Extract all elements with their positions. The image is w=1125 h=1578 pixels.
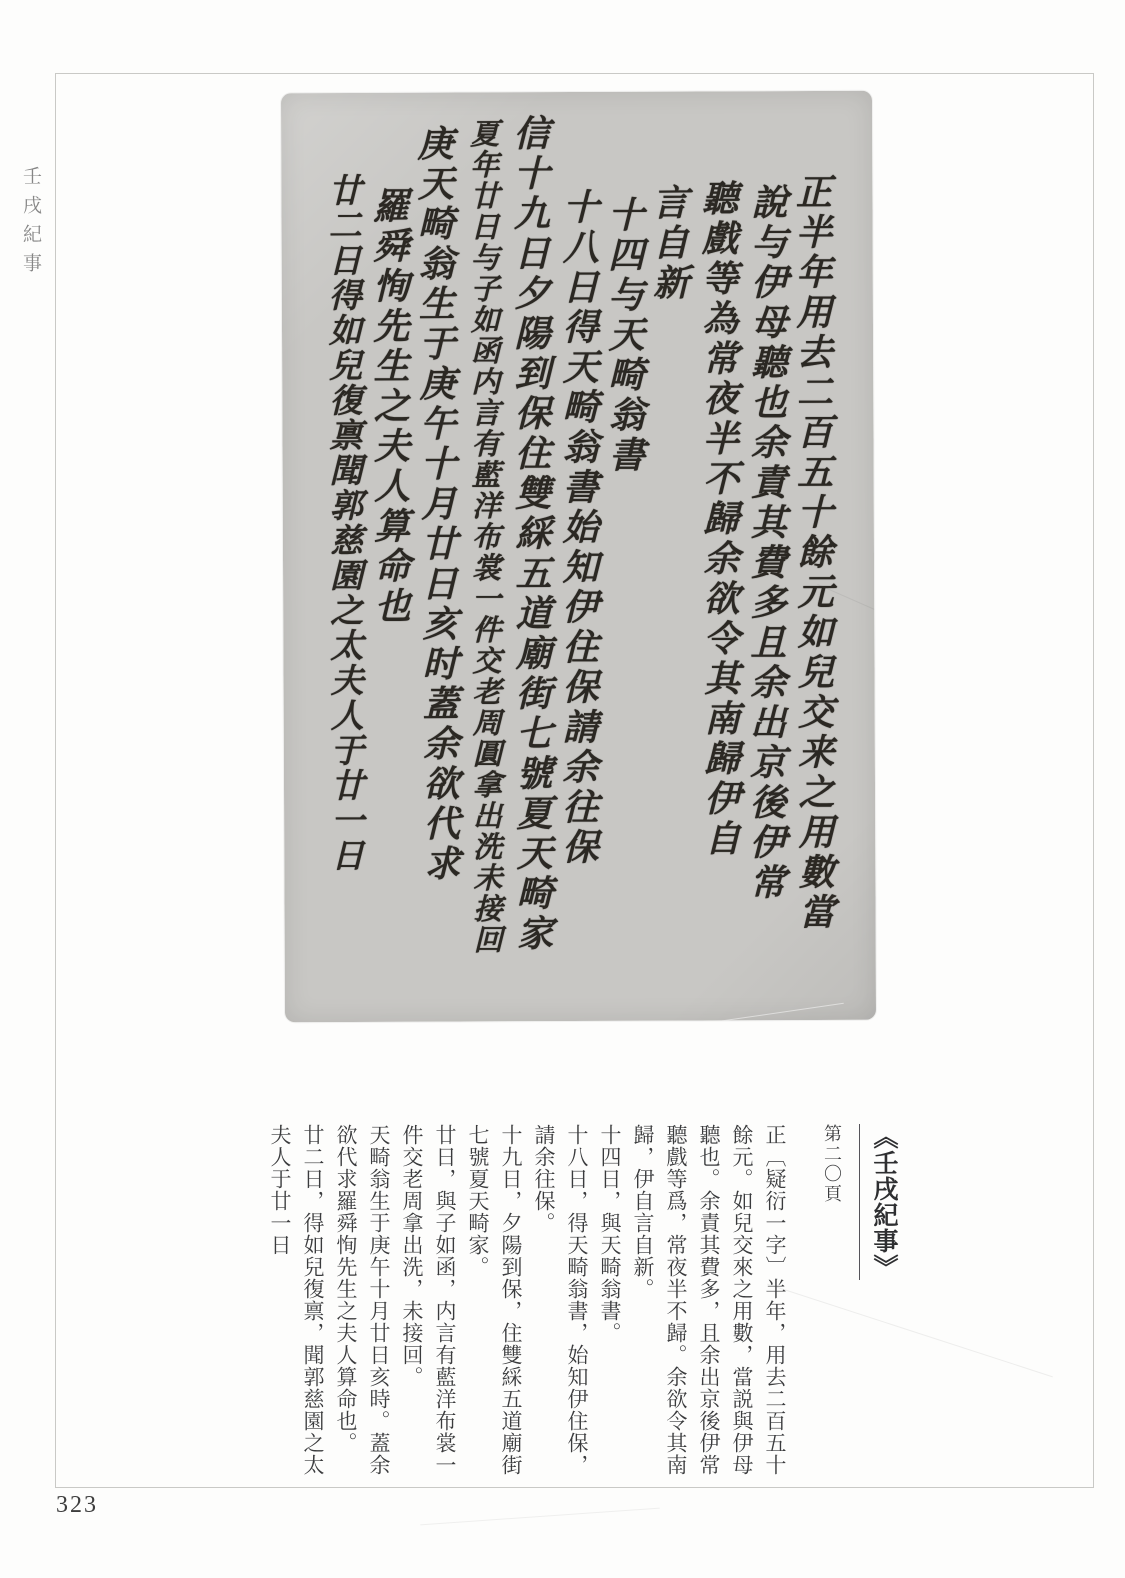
manuscript-column: 夏年廿日与子如函内言有藍洋布裳一件交老周圓拿出洗未接回 (466, 118, 502, 956)
transcription-line: 十四日，與天畸翁書。 (598, 1124, 622, 1344)
transcription-line: 廿二日，得如兒復禀，聞郭慈園之太 (301, 1124, 325, 1476)
manuscript-column: 庚天畸翁生于庚午十月廿日亥时蓋余欲代求 (412, 124, 461, 885)
transcription-line: 天畸翁生于庚午十月廿日亥時。蓋余 (367, 1124, 391, 1476)
transcription-title (861, 1124, 905, 1496)
manuscript-photo (281, 91, 876, 1023)
transcription-line: 餘元。如兒交來之用數，當説與伊母 (730, 1124, 754, 1476)
manuscript-column: 廿二日得如兒復禀聞郭慈園之太夫人于廿一日 (323, 172, 363, 874)
manuscript-column: 正半年用去二百五十餘元如兒交来之用數當 (791, 172, 835, 934)
manuscript-column: 十四与天畸翁書 (603, 195, 645, 476)
transcription-title-text: 《壬戌紀事》 (859, 1124, 897, 1280)
transcription-line: 件交老周拿出洗，未接回。 (400, 1124, 424, 1388)
transcription-block (245, 1124, 905, 1496)
margin-running-head: 壬戌紀事 (20, 166, 41, 282)
manuscript-column: 說与伊母聽也余責其費多且余出京後伊常 (745, 183, 788, 904)
transcription-line: 夫人于廿一日 (268, 1124, 292, 1256)
manuscript-column: 言自新 (647, 183, 689, 304)
transcription-line: 請余往保。 (532, 1124, 556, 1234)
transcription-line: 七號夏天畸家。 (466, 1124, 490, 1278)
manuscript-text (281, 91, 876, 1023)
manuscript-column: 聽戲等為常夜半不歸余欲令其南歸伊自 (697, 179, 741, 860)
transcription-line: 十八日，得天畸翁書，始知伊住保， (565, 1124, 589, 1476)
paper-crease (420, 1508, 659, 1526)
manuscript-column: 羅舜恂先生之夫人算命也 (368, 186, 411, 627)
manuscript-column: 十八日得天畸翁書始知伊住保請余往保 (557, 187, 599, 869)
transcription-line: 聽戲等爲，常夜半不歸。余欲令其南 (664, 1124, 688, 1476)
transcription-line: 欲代求羅舜恂先生之夫人算命也。 (334, 1124, 358, 1454)
transcription-line: 歸，伊自言自新。 (631, 1124, 655, 1300)
transcription-line: 聽也。余責其費多，且余出京後伊常 (697, 1124, 721, 1476)
transcription-line: 廿日，與子如函，内言有藍洋布裳一 (433, 1124, 457, 1476)
transcription-page-ref: 第二〇頁 (822, 1124, 842, 1204)
page-number: 323 (56, 1492, 98, 1518)
transcription-line: 十九日，夕陽到保，住雙綵五道廟街 (499, 1124, 523, 1476)
transcription-line: 正〔疑衍一字〕半年，用去二百五十 (763, 1124, 787, 1476)
manuscript-column: 信十九日夕陽到保住雙綵五道廟街七號夏天畸家 (509, 114, 553, 955)
